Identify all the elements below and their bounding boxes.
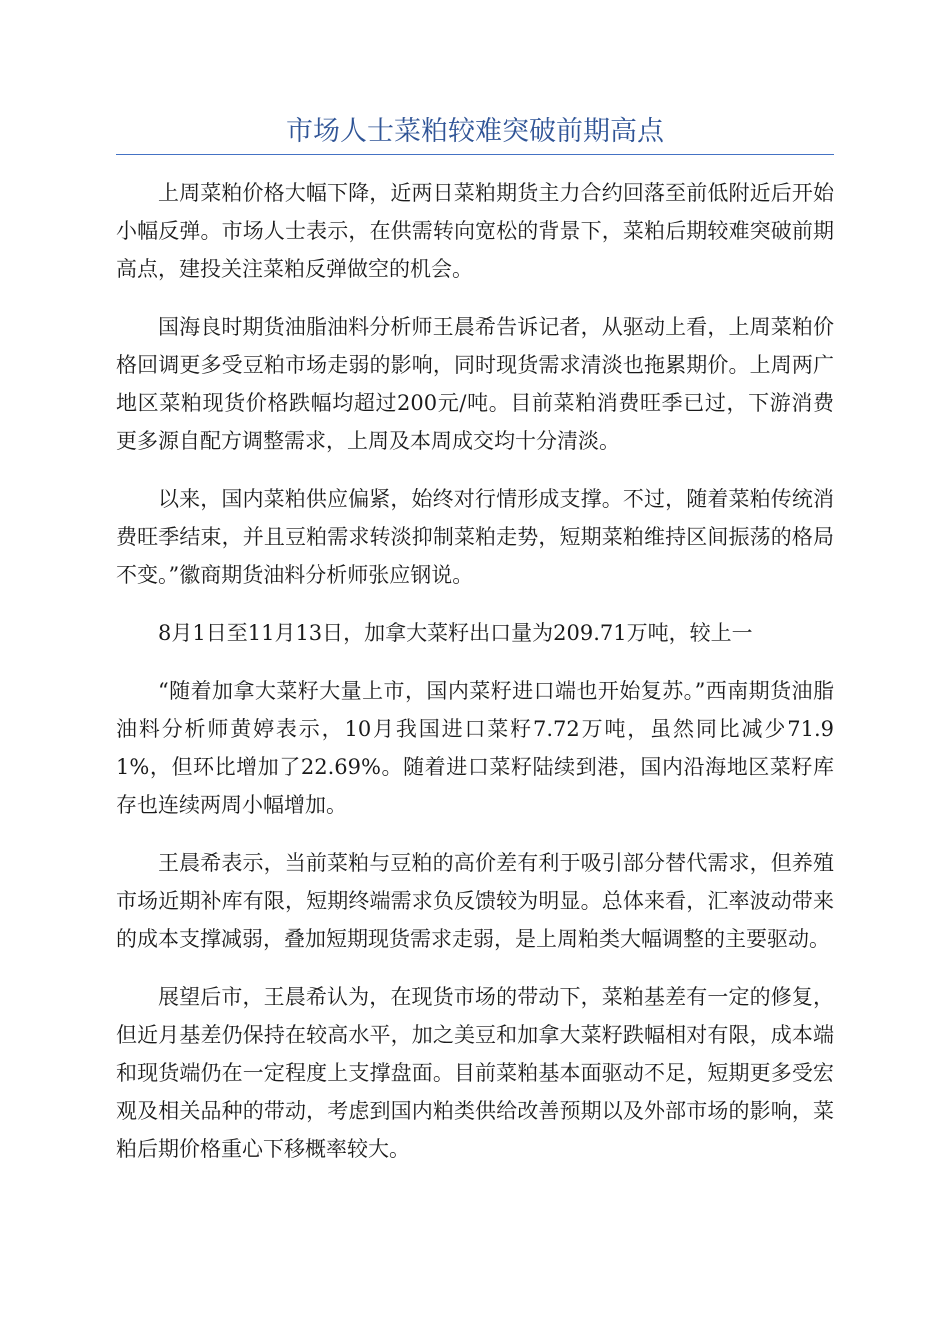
paragraph-3: 以来，国内菜粕供应偏紧，始终对行情形成支撑。不过，随着菜粕传统消费旺季结束，并且豆粕需求转淡抑制菜粕走势，短期菜粕维持区间振荡的格局不变。”徽商期货油料分析师张应钢说。: [116, 487, 834, 587]
paragraph-6: 王晨希表示，当前菜粕与豆粕的高价差有利于吸引部分替代需求，但养殖市场近期补库有限，短期终端需求负反馈较为明显。总体来看，汇率波动带来的成本支撑减弱，叠加短期现货需求走弱，是上周粕类大幅调整的主要驱动。: [116, 851, 834, 951]
paragraph-2: 国海良时期货油脂油料分析师王晨希告诉记者，从驱动上看，上周菜粕价格回调更多受豆粕市场走弱的影响，同时现货需求清淡也拖累期价。上周两广地区菜粕现货价格跌幅均超过200元/吨。目前菜粕消费旺季已过，下游消费更多源自配方调整需求，上周及本周成交均十分清淡。: [116, 315, 834, 453]
article-body: [116, 174, 834, 1188]
article-title: 市场人士菜粕较难突破前期高点: [286, 116, 664, 147]
paragraph-4: 8月1日至11月13日，加拿大菜籽出口量为209.71万吨，较上一: [158, 621, 753, 645]
paragraph-7: 展望后市，王晨希认为，在现货市场的带动下，菜粕基差有一定的修复，但近月基差仍保持在较高水平，加之美豆和加拿大菜籽跌幅相对有限，成本端和现货端仍在一定程度上支撑盘面。目前菜粕基本面驱动不足，短期更多受宏观及相关品种的带动，考虑到国内粕类供给改善预期以及外部市场的影响，菜粕后期价格重心下移概率较大。: [116, 985, 834, 1161]
paragraph-5: “随着加拿大菜籽大量上市，国内菜籽进口端也开始复苏。”西南期货油脂油料分析师黄婷表示，10月我国进口菜籽7.72万吨，虽然同比减少71.91%，但环比增加了22.69%。随着进口菜籽陆续到港，国内沿海地区菜籽库存也连续两周小幅增加。: [116, 679, 834, 817]
title-underline: [116, 154, 834, 155]
paragraph-1: 上周菜粕价格大幅下降，近两日菜粕期货主力合约回落至前低附近后开始小幅反弹。市场人士表示，在供需转向宽松的背景下，菜粕后期较难突破前期高点，建投关注菜粕反弹做空的机会。: [116, 181, 834, 281]
